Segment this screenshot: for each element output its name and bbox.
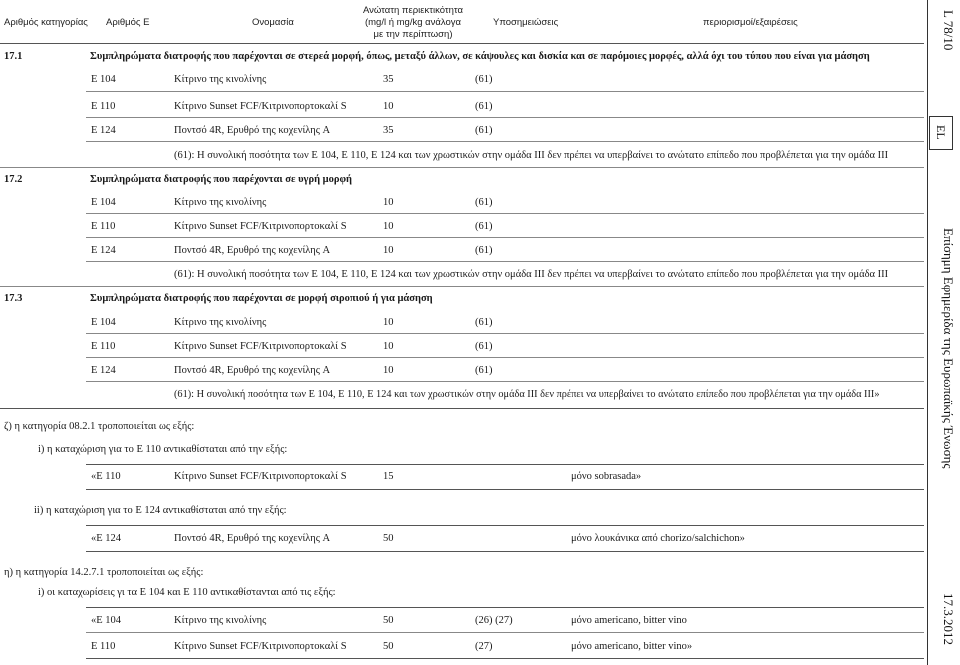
section-divider xyxy=(0,167,924,168)
table-row-name: Ποντσό 4R, Ερυθρό της κοχενίλης A xyxy=(174,533,331,544)
row-divider xyxy=(86,141,924,142)
table-row-level: 15 xyxy=(383,471,394,482)
entry-top-rule xyxy=(86,464,924,465)
row-divider xyxy=(86,333,924,334)
table-row-name: Κίτρινο Sunset FCF/Κιτρινοπορτοκαλί S xyxy=(174,341,347,352)
table-row-restriction: μόνο sobrasada» xyxy=(571,471,642,482)
table-row-e: E 110 xyxy=(91,221,116,232)
row-divider xyxy=(86,357,924,358)
table-row-level: 35 xyxy=(383,125,394,136)
row-divider xyxy=(86,91,924,92)
entry-bottom-rule xyxy=(86,489,924,490)
table-row-name: Κίτρινο της κινολίνης xyxy=(174,74,267,85)
header-max-level-line2: (mg/l ή mg/kg ανάλογα xyxy=(364,17,462,28)
table-row-note: (61) xyxy=(475,221,493,232)
table-row-level: 10 xyxy=(383,341,394,352)
table-row-e: «E 104 xyxy=(91,615,122,626)
table-row-name: Κίτρινο Sunset FCF/Κιτρινοπορτοκαλί S xyxy=(174,471,347,482)
header-restrictions: περιορισμοί/εξαιρέσεις xyxy=(703,17,798,28)
table-row-name: Κίτρινο της κινολίνης xyxy=(174,317,267,328)
table-row-name: Κίτρινο Sunset FCF/Κιτρινοπορτοκαλί S xyxy=(174,221,347,232)
table-row-e: E 104 xyxy=(91,317,116,328)
section-17-1-footnote: (61): Η συνολική ποσότητα των E 104, E 110, E 124 και των χρωστικών στην ομάδα III δεν πρέπει να υπερβαίνει το ανώτατο επίπεδο που προβλέπεται για την ομάδα III xyxy=(174,150,889,161)
table-row-restriction: μόνο americano, bitter vino» xyxy=(571,641,693,652)
section-17-3-number: 17.3 xyxy=(4,293,23,304)
table-row-note: (61) xyxy=(475,101,493,112)
point-zeta-sub-ii: ii) η καταχώριση για το E 124 αντικαθίσταται από την εξής: xyxy=(34,505,287,516)
table-row-level: 10 xyxy=(383,197,394,208)
table-row-note: (27) xyxy=(475,641,493,652)
table-row-e: «E 124 xyxy=(91,533,122,544)
table-row-name: Κίτρινο της κινολίνης xyxy=(174,615,267,626)
entry-top-rule xyxy=(86,525,924,526)
point-zeta-text: ζ) η κατηγορία 08.2.1 τροποποιείται ως εξής: xyxy=(4,421,195,432)
point-eta-sub-i: i) οι καταχωρίσεις γι τα E 104 και E 110 αντικαθίστανται από τις εξής: xyxy=(38,587,336,598)
row-divider xyxy=(86,213,924,214)
entry-bottom-rule xyxy=(86,551,924,552)
table-row-name: Κίτρινο της κινολίνης xyxy=(174,197,267,208)
section-17-1-title: Συμπληρώματα διατροφής που παρέχονται σε στερεά μορφή, όπως, μεταξύ άλλων, σε κάψουλες και δισκία και σε παρόμοιες μορφές, αλλά όχι του τύπου που είναι για μάσηση xyxy=(90,51,870,62)
section-17-2-title: Συμπληρώματα διατροφής που παρέχονται σε υγρή μορφή xyxy=(90,174,353,185)
table-row-level: 10 xyxy=(383,317,394,328)
row-divider xyxy=(86,237,924,238)
table-row-note: (61) xyxy=(475,245,493,256)
table-row-e: E 124 xyxy=(91,245,116,256)
table-row-e: E 110 xyxy=(91,101,116,112)
table-row-note: (26) (27) xyxy=(475,615,513,626)
table-row-level: 10 xyxy=(383,221,394,232)
table-row-e: E 124 xyxy=(91,365,116,376)
sidebar-rule xyxy=(927,0,928,665)
entry-bottom-rule xyxy=(86,658,924,659)
language-code: EL xyxy=(934,125,948,140)
header-name: Ονομασία xyxy=(252,17,294,28)
header-rule xyxy=(0,43,924,44)
table-row-level: 50 xyxy=(383,533,394,544)
row-divider xyxy=(86,117,924,118)
entry-top-rule xyxy=(86,607,924,608)
section-divider xyxy=(0,286,924,287)
point-zeta-sub-i: i) η καταχώριση για το E 110 αντικαθίσταται από την εξής: xyxy=(38,444,288,455)
table-row-level: 50 xyxy=(383,641,394,652)
point-eta-text: η) η κατηγορία 14.2.7.1 τροποποιείται ως εξής: xyxy=(4,567,204,578)
row-divider xyxy=(86,632,924,633)
table-row-note: (61) xyxy=(475,74,493,85)
table-row-e: E 104 xyxy=(91,197,116,208)
section-17-2-number: 17.2 xyxy=(4,174,23,185)
section-17-2-footnote: (61): Η συνολική ποσότητα των E 104, E 110, E 124 και των χρωστικών στην ομάδα III δεν πρέπει να υπερβαίνει το ανώτατο επίπεδο που προβλέπεται για την ομάδα III xyxy=(174,269,889,280)
table-row-note: (61) xyxy=(475,125,493,136)
row-divider xyxy=(86,261,924,262)
section-17-3-title: Συμπληρώματα διατροφής που παρέχονται σε μορφή σιροπιού ή για μάσηση xyxy=(90,293,433,304)
table-row-level: 10 xyxy=(383,365,394,376)
table-row-level: 10 xyxy=(383,245,394,256)
header-e-no: Αριθμός Ε xyxy=(106,17,150,28)
table-bottom-rule xyxy=(0,408,924,409)
journal-ref: L 78/10 xyxy=(941,10,956,51)
table-row-note: (61) xyxy=(475,365,493,376)
header-max-level-line1: Ανώτατη περιεκτικότητα xyxy=(362,5,464,16)
row-divider xyxy=(86,381,924,382)
section-17-3-footnote: (61): Η συνολική ποσότητα των E 104, E 110, E 124 και των χρωστικών στην ομάδα III δεν πρέπει να υπερβαίνει το ανώτατο επίπεδο που προβλέπεται για την ομάδα III» xyxy=(174,389,880,400)
table-row-restriction: μόνο λουκάνικα από chorizo/salchichon» xyxy=(571,533,745,544)
publication-date: 17.3.2012 xyxy=(941,593,956,645)
table-row-e: E 110 xyxy=(91,341,116,352)
header-footnotes: Υποσημειώσεις xyxy=(493,17,559,28)
table-row-name: Ποντσό 4R, Ερυθρό της κοχενίλης A xyxy=(174,125,331,136)
header-category-no: Αριθμός κατηγορίας xyxy=(4,17,88,28)
table-row-name: Κίτρινο Sunset FCF/Κιτρινοπορτοκαλί S xyxy=(174,101,347,112)
table-row-name: Ποντσό 4R, Ερυθρό της κοχενίλης A xyxy=(174,365,331,376)
header-max-level-line3: με την περίπτωση) xyxy=(373,29,453,40)
table-row-note: (61) xyxy=(475,197,493,208)
table-row-restriction: μόνο americano, bitter vino xyxy=(571,615,687,626)
section-17-1-number: 17.1 xyxy=(4,51,23,62)
table-row-e: E 104 xyxy=(91,74,116,85)
table-row-level: 50 xyxy=(383,615,394,626)
journal-name: Επίσημη Εφημερίδα της Ευρωπαϊκής Ένωσης xyxy=(941,228,956,469)
table-row-level: 35 xyxy=(383,74,394,85)
table-row-name: Ποντσό 4R, Ερυθρό της κοχενίλης A xyxy=(174,245,331,256)
table-row-e: «E 110 xyxy=(91,471,121,482)
table-row-e: E 110 xyxy=(91,641,116,652)
table-row-e: E 124 xyxy=(91,125,116,136)
table-row-name: Κίτρινο Sunset FCF/Κιτρινοπορτοκαλί S xyxy=(174,641,347,652)
table-row-note: (61) xyxy=(475,317,493,328)
table-row-note: (61) xyxy=(475,341,493,352)
table-row-level: 10 xyxy=(383,101,394,112)
